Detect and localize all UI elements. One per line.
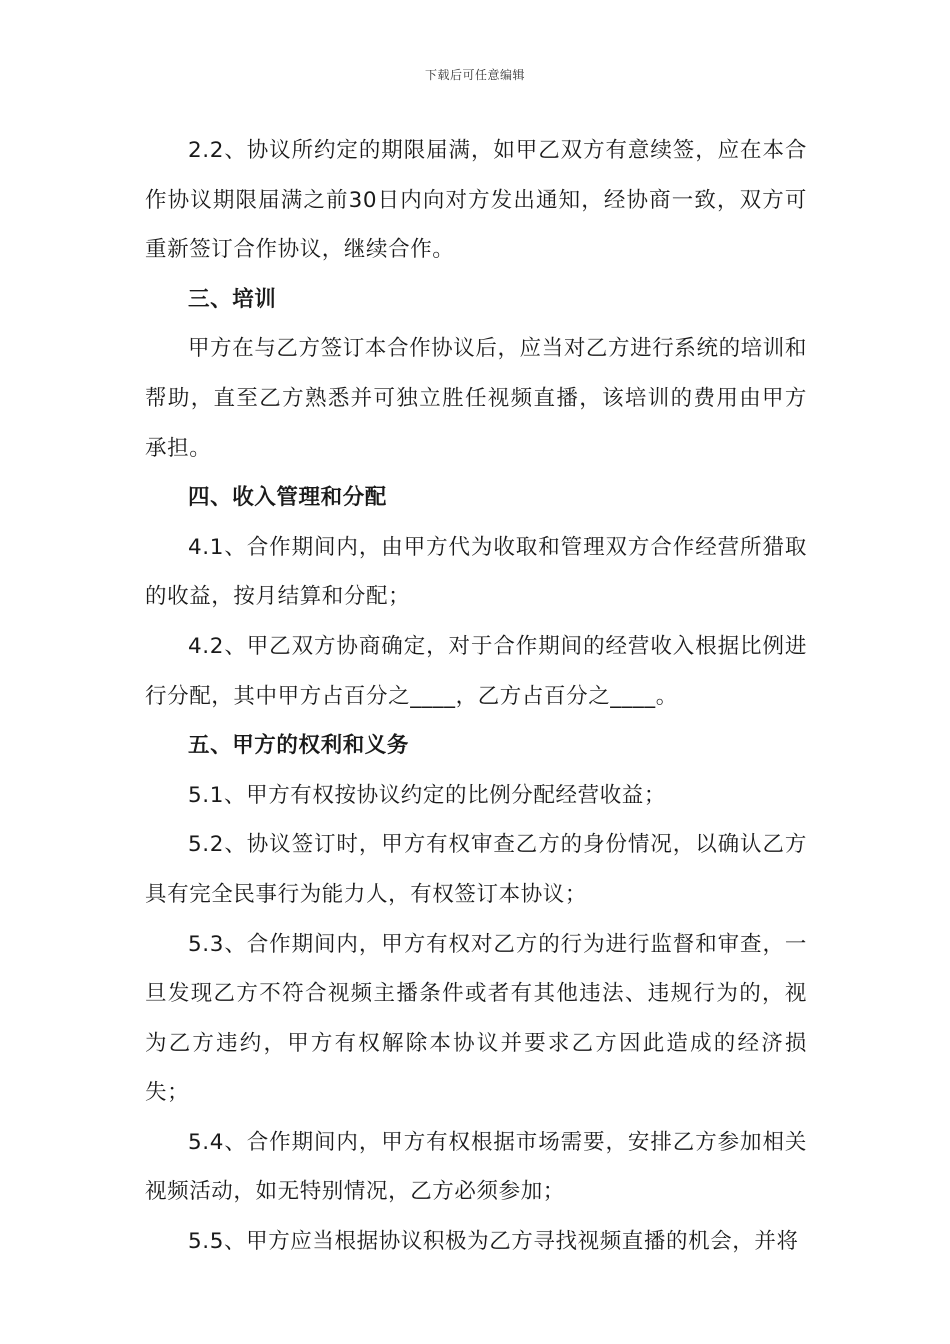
section-heading-party-a-rights: 五、甲方的权利和义务 — [188, 733, 410, 759]
section-heading-training: 三、培训 — [188, 286, 277, 312]
clause-5-4: 5.4、合作期间内，甲方有权根据市场需要，安排乙方参加相关视频活动，如无特别情况，乙方必须参加； — [145, 1129, 807, 1205]
page-header: 下载后可任意编辑 — [424, 68, 525, 82]
clause-5-3: 5.3、合作期间内，甲方有权对乙方的行为进行监督和审查，一旦发现乙方不符合视频主播条件或者有其他违法、违规行为的，视为乙方违约，甲方有权解除本协议并要求乙方因此造成的经济损失； — [145, 931, 807, 1106]
clause-4-2: 4.2、甲乙双方协商确定，对于合作期间的经营收入根据比例进行分配，其中甲方占百分之____，乙方占百分之____。 — [145, 633, 807, 709]
clause-2-2: 2.2、协议所约定的期限届满，如甲乙双方有意续签，应在本合作协议期限届满之前30日内向对方发出通知，经协商一致，双方可重新签订合作协议，继续合作。 — [145, 138, 807, 263]
document-body — [145, 126, 807, 1267]
clause-5-2: 5.2、协议签订时，甲方有权审查乙方的身份情况，以确认乙方具有完全民事行为能力人，有权签订本协议； — [145, 832, 807, 907]
training-paragraph: 甲方在与乙方签订本合作协议后，应当对乙方进行系统的培训和帮助，直至乙方熟悉并可独立胜任视频直播，该培训的费用由甲方承担。 — [145, 336, 807, 461]
clause-5-1: 5.1、甲方有权按协议约定的比例分配经营收益； — [188, 782, 666, 808]
section-heading-income: 四、收入管理和分配 — [188, 485, 387, 511]
clause-5-5: 5.5、甲方应当根据协议积极为乙方寻找视频直播的机会，并将 — [188, 1229, 799, 1255]
clause-4-1: 4.1、合作期间内，由甲方代为收取和管理双方合作经营所猎取的收益，按月结算和分配； — [145, 534, 807, 610]
